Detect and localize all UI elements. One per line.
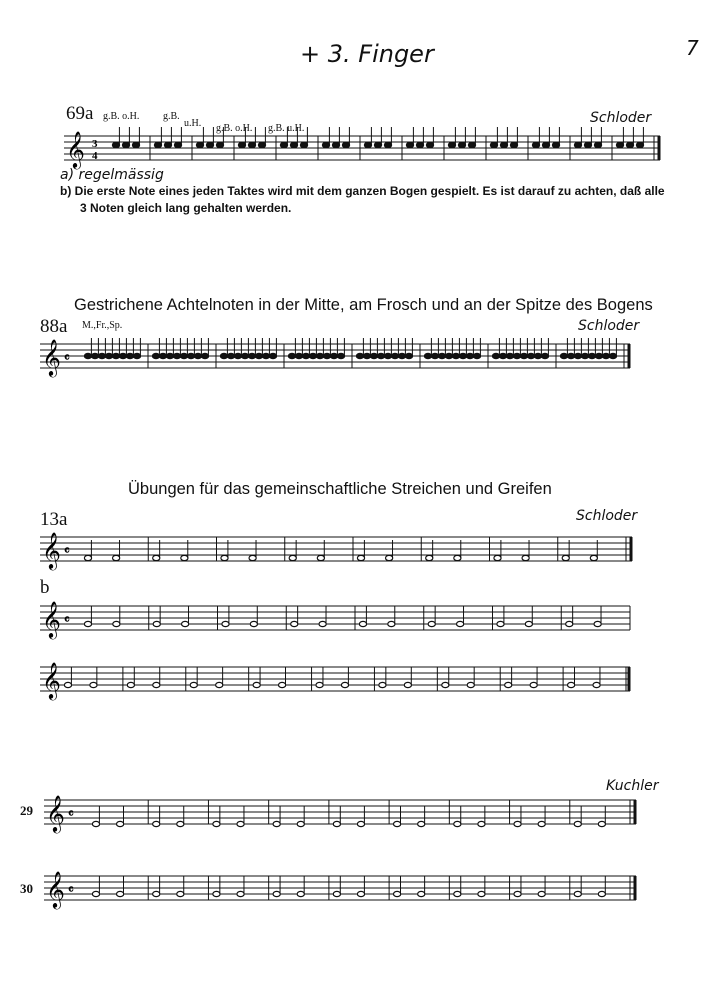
note-head bbox=[568, 682, 575, 687]
note-head bbox=[113, 555, 120, 560]
note-head bbox=[594, 142, 601, 147]
note-head bbox=[180, 353, 187, 358]
note-head bbox=[426, 142, 433, 147]
note-head bbox=[64, 682, 71, 687]
treble-clef-icon: 𝄞 bbox=[42, 601, 61, 637]
note-head bbox=[418, 821, 425, 826]
note-head bbox=[154, 142, 161, 147]
note-head bbox=[468, 142, 475, 147]
note-head bbox=[454, 555, 461, 560]
note-head bbox=[506, 353, 513, 358]
note-head bbox=[510, 142, 517, 147]
note-head bbox=[253, 682, 260, 687]
note-head bbox=[490, 142, 497, 147]
note-head bbox=[297, 891, 304, 896]
note-head bbox=[117, 821, 124, 826]
note-head bbox=[525, 621, 532, 626]
note-head bbox=[377, 353, 384, 358]
note-head bbox=[258, 142, 265, 147]
note-head bbox=[386, 555, 393, 560]
note-head bbox=[454, 821, 461, 826]
note-head bbox=[90, 682, 97, 687]
note-head bbox=[357, 821, 364, 826]
svg-text:4: 4 bbox=[92, 150, 98, 162]
note-head bbox=[249, 555, 256, 560]
note-head bbox=[398, 353, 405, 358]
note-head bbox=[538, 821, 545, 826]
note-head bbox=[593, 682, 600, 687]
note-head bbox=[105, 353, 112, 358]
note-head bbox=[330, 353, 337, 358]
note-head bbox=[316, 353, 323, 358]
note-head bbox=[514, 821, 521, 826]
note-head bbox=[364, 142, 371, 147]
note-head bbox=[497, 621, 504, 626]
note-head bbox=[445, 353, 452, 358]
svg-text:3: 3 bbox=[92, 138, 98, 150]
note-head bbox=[541, 353, 548, 358]
note-head bbox=[166, 353, 173, 358]
note-head bbox=[454, 891, 461, 896]
note-head bbox=[309, 353, 316, 358]
note-head bbox=[514, 891, 521, 896]
staff-88a bbox=[40, 340, 640, 380]
bowing-mark: u.H. bbox=[184, 118, 202, 129]
note-head bbox=[457, 621, 464, 626]
svg-text:𝄴: 𝄴 bbox=[64, 350, 70, 365]
note-head bbox=[132, 142, 139, 147]
note-head bbox=[194, 353, 201, 358]
note-head bbox=[333, 891, 340, 896]
note-head bbox=[221, 555, 228, 560]
note-head bbox=[112, 142, 119, 147]
note-head bbox=[370, 353, 377, 358]
note-head bbox=[119, 353, 126, 358]
note-head bbox=[406, 142, 413, 147]
note-head bbox=[342, 142, 349, 147]
note-head bbox=[113, 621, 120, 626]
note-head bbox=[598, 891, 605, 896]
note-head bbox=[616, 142, 623, 147]
note-head bbox=[248, 353, 255, 358]
note-head bbox=[416, 142, 423, 147]
note-head bbox=[452, 353, 459, 358]
note-head bbox=[473, 353, 480, 358]
note-head bbox=[153, 621, 160, 626]
note-head bbox=[513, 353, 520, 358]
treble-clef-icon: 𝄞 bbox=[42, 339, 61, 375]
note-head bbox=[133, 353, 140, 358]
note-head bbox=[84, 353, 91, 358]
note-head bbox=[290, 142, 297, 147]
note-head bbox=[636, 142, 643, 147]
exercise-number-69a: 69a bbox=[66, 103, 94, 124]
note-head bbox=[359, 621, 366, 626]
note-head bbox=[379, 682, 386, 687]
note-head bbox=[84, 555, 91, 560]
treble-clef-icon: 𝄞 bbox=[46, 871, 65, 907]
note-head bbox=[574, 142, 581, 147]
note-head bbox=[262, 353, 269, 358]
treble-clef-icon: 𝄞 bbox=[42, 662, 61, 698]
note-head bbox=[213, 821, 220, 826]
note-head bbox=[153, 555, 160, 560]
note-head bbox=[319, 621, 326, 626]
note-head bbox=[182, 621, 189, 626]
note-head bbox=[153, 682, 160, 687]
note-head bbox=[594, 621, 601, 626]
note-head bbox=[584, 142, 591, 147]
note-head bbox=[201, 353, 208, 358]
note-head bbox=[92, 821, 99, 826]
note-head bbox=[280, 142, 287, 147]
exercise-number-30: 30 bbox=[20, 881, 33, 896]
note-head bbox=[181, 555, 188, 560]
note-head bbox=[574, 821, 581, 826]
note-head bbox=[431, 353, 438, 358]
note-head bbox=[279, 682, 286, 687]
footnote-b: b) Die erste Note eines jeden Taktes wird mit dem ganzen Bogen gespielt. Es ist darauf zu achten, daß alle bbox=[60, 184, 665, 198]
note-head bbox=[153, 821, 160, 826]
exercise-number-13b: b bbox=[40, 577, 50, 598]
note-head bbox=[538, 891, 545, 896]
note-head bbox=[177, 821, 184, 826]
note-head bbox=[220, 353, 227, 358]
note-head bbox=[520, 353, 527, 358]
note-head bbox=[117, 891, 124, 896]
note-head bbox=[206, 142, 213, 147]
bowing-mark: M.,Fr.,Sp. bbox=[82, 320, 123, 331]
note-head bbox=[112, 353, 119, 358]
note-head bbox=[426, 555, 433, 560]
note-head bbox=[337, 353, 344, 358]
note-head bbox=[173, 353, 180, 358]
staff-13a bbox=[40, 525, 640, 568]
note-head bbox=[159, 353, 166, 358]
note-head bbox=[273, 821, 280, 826]
note-head bbox=[542, 142, 549, 147]
note-head bbox=[237, 891, 244, 896]
note-head bbox=[534, 353, 541, 358]
note-head bbox=[466, 353, 473, 358]
section-heading: Übungen für das gemeinschaftliche Streichen und Greifen bbox=[128, 480, 552, 498]
note-head bbox=[609, 353, 616, 358]
note-head bbox=[332, 142, 339, 147]
note-head bbox=[316, 682, 323, 687]
note-head bbox=[174, 142, 181, 147]
note-head bbox=[424, 353, 431, 358]
note-head bbox=[394, 891, 401, 896]
note-head bbox=[574, 353, 581, 358]
staff-30 bbox=[44, 870, 644, 910]
page-title: + 3. Finger bbox=[300, 40, 434, 68]
note-head bbox=[248, 142, 255, 147]
staff-13b-2 bbox=[40, 655, 640, 698]
note-head bbox=[418, 891, 425, 896]
note-head bbox=[216, 142, 223, 147]
note-head bbox=[341, 682, 348, 687]
note-head bbox=[588, 353, 595, 358]
note-head bbox=[530, 682, 537, 687]
staff-29 bbox=[44, 790, 644, 840]
note-head bbox=[269, 353, 276, 358]
svg-text:𝄴: 𝄴 bbox=[68, 806, 74, 821]
note-head bbox=[574, 891, 581, 896]
note-head bbox=[300, 142, 307, 147]
note-head bbox=[273, 891, 280, 896]
bowing-mark: g.B. o.H. bbox=[103, 111, 140, 122]
note-head bbox=[92, 891, 99, 896]
note-head bbox=[492, 353, 499, 358]
note-head bbox=[405, 353, 412, 358]
composer-signature: Schloder bbox=[576, 508, 638, 524]
note-head bbox=[458, 142, 465, 147]
note-head bbox=[237, 821, 244, 826]
note-head bbox=[626, 142, 633, 147]
staff-13b-1 bbox=[40, 594, 640, 637]
exercise-number-88a: 88a bbox=[40, 316, 68, 337]
svg-text:𝄴: 𝄴 bbox=[64, 543, 70, 558]
note-head bbox=[428, 621, 435, 626]
note-head bbox=[196, 142, 203, 147]
note-head bbox=[297, 821, 304, 826]
note-head bbox=[478, 891, 485, 896]
note-head bbox=[213, 891, 220, 896]
note-head bbox=[356, 353, 363, 358]
note-head bbox=[241, 353, 248, 358]
note-head bbox=[384, 142, 391, 147]
note-head bbox=[494, 555, 501, 560]
exercise-number-13a: 13a bbox=[40, 509, 68, 530]
svg-text:𝄴: 𝄴 bbox=[68, 882, 74, 897]
note-head bbox=[459, 353, 466, 358]
composer-signature: Kuchler bbox=[606, 778, 659, 794]
note-head bbox=[222, 621, 229, 626]
note-head bbox=[164, 142, 171, 147]
note-head bbox=[126, 353, 133, 358]
note-head bbox=[552, 142, 559, 147]
note-head bbox=[442, 682, 449, 687]
note-head bbox=[98, 353, 105, 358]
note-head bbox=[532, 142, 539, 147]
exercise-number-29: 29 bbox=[20, 803, 33, 818]
note-head bbox=[598, 821, 605, 826]
composer-signature: Schloder bbox=[578, 318, 640, 334]
note-head bbox=[467, 682, 474, 687]
note-head bbox=[187, 353, 194, 358]
note-head bbox=[216, 682, 223, 687]
note-head bbox=[322, 142, 329, 147]
note-head bbox=[122, 142, 129, 147]
svg-text:𝄴: 𝄴 bbox=[64, 612, 70, 627]
note-head bbox=[323, 353, 330, 358]
note-head bbox=[590, 555, 597, 560]
note-head bbox=[391, 353, 398, 358]
note-head bbox=[388, 621, 395, 626]
note-head bbox=[499, 353, 506, 358]
note-head bbox=[227, 353, 234, 358]
footnote-b-cont: 3 Noten gleich lang gehalten werden. bbox=[80, 201, 292, 215]
note-head bbox=[384, 353, 391, 358]
note-head bbox=[127, 682, 134, 687]
note-head bbox=[581, 353, 588, 358]
note-head bbox=[302, 353, 309, 358]
bowing-mark: g.B. u.H. bbox=[268, 123, 305, 134]
note-head bbox=[250, 621, 257, 626]
note-head bbox=[84, 621, 91, 626]
note-head bbox=[404, 682, 411, 687]
note-head bbox=[333, 821, 340, 826]
note-head bbox=[448, 142, 455, 147]
note-head bbox=[357, 555, 364, 560]
treble-clef-icon: 𝄞 bbox=[46, 795, 65, 831]
note-head bbox=[374, 142, 381, 147]
note-head bbox=[317, 555, 324, 560]
note-head bbox=[234, 353, 241, 358]
treble-clef-icon: 𝄞 bbox=[42, 532, 61, 568]
section-heading: Gestrichene Achtelnoten in der Mitte, am Frosch und an der Spitze des Bogens bbox=[74, 296, 653, 314]
note-head bbox=[478, 821, 485, 826]
note-head bbox=[238, 142, 245, 147]
note-head bbox=[560, 353, 567, 358]
note-head bbox=[522, 555, 529, 560]
note-head bbox=[562, 555, 569, 560]
note-head bbox=[505, 682, 512, 687]
note-head bbox=[363, 353, 370, 358]
note-head bbox=[177, 891, 184, 896]
note-head bbox=[500, 142, 507, 147]
note-head bbox=[288, 353, 295, 358]
note-head bbox=[394, 821, 401, 826]
note-head bbox=[295, 353, 302, 358]
note-head bbox=[602, 353, 609, 358]
composer-signature: Schloder bbox=[590, 110, 652, 126]
bowing-mark: g.B. o.H. bbox=[216, 123, 253, 134]
note-head bbox=[567, 353, 574, 358]
footnote-a: a) regelmässig bbox=[60, 167, 164, 183]
note-head bbox=[357, 891, 364, 896]
note-head bbox=[291, 621, 298, 626]
note-head bbox=[527, 353, 534, 358]
note-head bbox=[255, 353, 262, 358]
page-number: 7 bbox=[686, 36, 699, 60]
note-head bbox=[566, 621, 573, 626]
note-head bbox=[153, 891, 160, 896]
note-head bbox=[438, 353, 445, 358]
bowing-mark: g.B. bbox=[163, 111, 180, 122]
note-head bbox=[595, 353, 602, 358]
note-head bbox=[91, 353, 98, 358]
treble-clef-icon: 𝄞 bbox=[66, 131, 85, 167]
note-head bbox=[152, 353, 159, 358]
note-head bbox=[190, 682, 197, 687]
note-head bbox=[289, 555, 296, 560]
